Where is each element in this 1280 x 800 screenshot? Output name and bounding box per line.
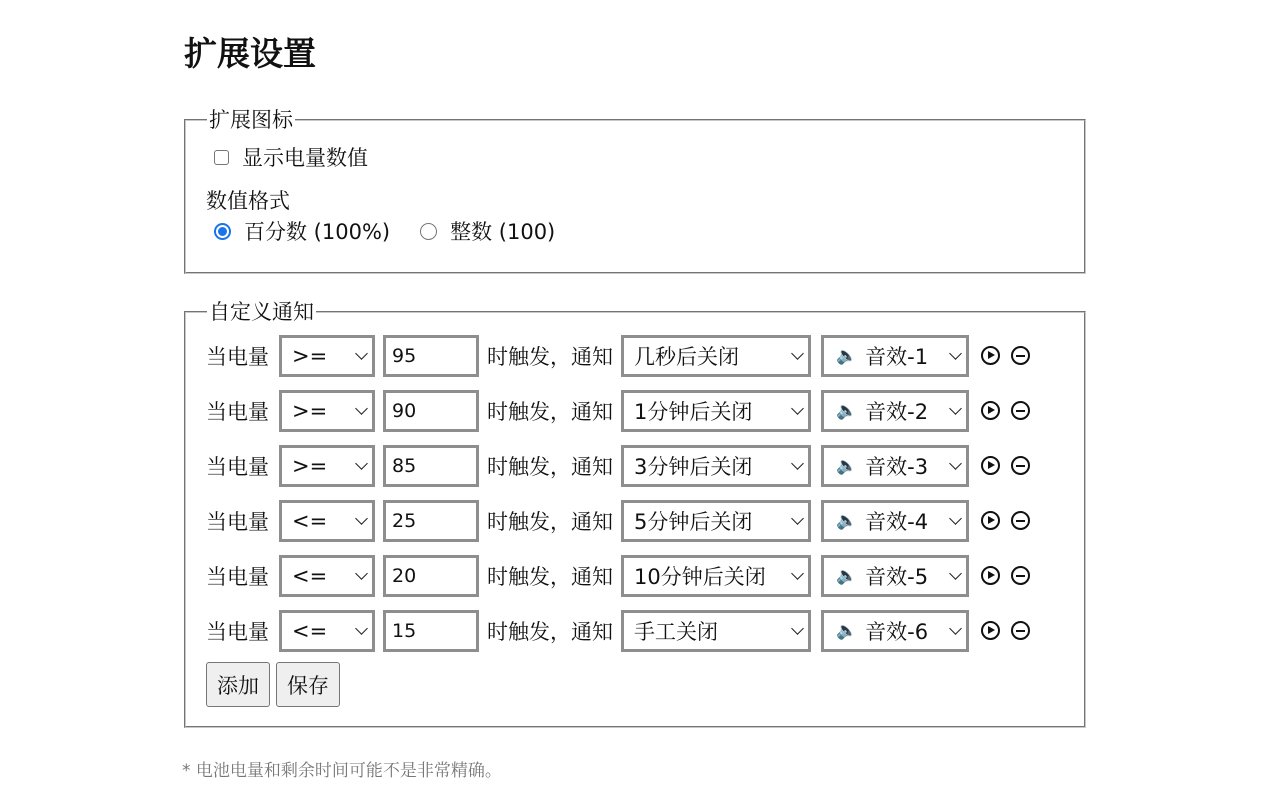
rule-prefix-label: 当电量 bbox=[206, 344, 269, 369]
notify-rule-row bbox=[206, 548, 1084, 603]
play-circle-icon[interactable] bbox=[981, 566, 1000, 585]
save-button[interactable]: 保存 bbox=[276, 662, 340, 707]
operator-value: <= bbox=[292, 508, 328, 533]
close-mode-select[interactable] bbox=[621, 500, 811, 542]
show-value-row[interactable] bbox=[206, 142, 1084, 172]
close-mode-select[interactable] bbox=[621, 390, 811, 432]
sound-select[interactable] bbox=[821, 390, 969, 432]
sound-select[interactable] bbox=[821, 445, 969, 487]
chevron-down-icon bbox=[949, 457, 962, 470]
format-integer-radio[interactable] bbox=[420, 223, 437, 240]
operator-select[interactable] bbox=[279, 555, 375, 597]
sound-select[interactable] bbox=[821, 555, 969, 597]
chevron-down-icon bbox=[791, 347, 804, 360]
custom-notify-section bbox=[184, 300, 1086, 728]
chevron-down-icon bbox=[355, 622, 368, 635]
play-circle-icon[interactable] bbox=[981, 621, 1000, 640]
custom-notify-legend: 自定义通知 bbox=[209, 300, 314, 324]
rule-mid-label: 时触发，通知 bbox=[487, 564, 613, 589]
rule-mid-label: 时触发，通知 bbox=[487, 344, 613, 369]
sound-select[interactable] bbox=[821, 335, 969, 377]
sound-select[interactable] bbox=[821, 500, 969, 542]
operator-select[interactable] bbox=[279, 390, 375, 432]
rule-mid-label: 时触发，通知 bbox=[487, 509, 613, 534]
operator-select[interactable] bbox=[279, 500, 375, 542]
notify-rule-row bbox=[206, 493, 1084, 548]
rule-prefix-label: 当电量 bbox=[206, 454, 269, 479]
rule-prefix-label: 当电量 bbox=[206, 509, 269, 534]
chevron-down-icon bbox=[355, 402, 368, 415]
chevron-down-icon bbox=[949, 622, 962, 635]
chevron-down-icon bbox=[791, 512, 804, 525]
chevron-down-icon bbox=[791, 457, 804, 470]
operator-value: <= bbox=[292, 563, 328, 588]
speaker-icon: 🔈 bbox=[836, 455, 858, 476]
chevron-down-icon bbox=[355, 567, 368, 580]
speaker-icon: 🔈 bbox=[836, 400, 858, 421]
chevron-down-icon bbox=[355, 457, 368, 470]
chevron-down-icon bbox=[949, 347, 962, 360]
threshold-input[interactable] bbox=[383, 390, 479, 432]
play-circle-icon[interactable] bbox=[981, 346, 1000, 365]
threshold-input[interactable] bbox=[383, 555, 479, 597]
chevron-down-icon bbox=[791, 622, 804, 635]
rule-mid-label: 时触发，通知 bbox=[487, 619, 613, 644]
minus-circle-icon[interactable] bbox=[1011, 401, 1030, 420]
operator-select[interactable] bbox=[279, 335, 375, 377]
minus-circle-icon[interactable] bbox=[1011, 346, 1030, 365]
threshold-input[interactable] bbox=[383, 445, 479, 487]
sound-select[interactable] bbox=[821, 610, 969, 652]
operator-value: >= bbox=[292, 398, 328, 423]
operator-select[interactable] bbox=[279, 445, 375, 487]
action-buttons bbox=[206, 662, 1084, 707]
close-mode-value: 3分钟后关闭 bbox=[634, 454, 753, 479]
chevron-down-icon bbox=[949, 512, 962, 525]
close-mode-select[interactable] bbox=[621, 610, 811, 652]
operator-select[interactable] bbox=[279, 610, 375, 652]
rule-list bbox=[206, 328, 1084, 658]
show-value-checkbox[interactable] bbox=[214, 150, 229, 165]
minus-circle-icon[interactable] bbox=[1011, 456, 1030, 475]
sound-value: 音效-4 bbox=[865, 509, 929, 534]
format-percent-radio[interactable] bbox=[214, 223, 231, 240]
play-circle-icon[interactable] bbox=[981, 456, 1000, 475]
play-circle-icon[interactable] bbox=[981, 401, 1000, 420]
chevron-down-icon bbox=[355, 512, 368, 525]
close-mode-select[interactable] bbox=[621, 555, 811, 597]
format-percent-label[interactable]: 百分数 (100%) bbox=[244, 220, 391, 244]
sound-value: 音效-1 bbox=[865, 344, 929, 369]
notify-rule-row bbox=[206, 438, 1084, 493]
sound-value: 音效-2 bbox=[865, 399, 929, 424]
operator-value: >= bbox=[292, 343, 328, 368]
chevron-down-icon bbox=[949, 402, 962, 415]
chevron-down-icon bbox=[949, 567, 962, 580]
threshold-input[interactable] bbox=[383, 335, 479, 377]
rule-prefix-label: 当电量 bbox=[206, 619, 269, 644]
close-mode-value: 手工关闭 bbox=[634, 619, 718, 644]
close-mode-select[interactable] bbox=[621, 335, 811, 377]
footnote: * 电池电量和剩余时间可能不是非常精确。 bbox=[182, 761, 502, 781]
extension-icon-legend: 扩展图标 bbox=[209, 108, 293, 132]
close-mode-value: 10分钟后关闭 bbox=[634, 564, 766, 589]
add-button[interactable]: 添加 bbox=[206, 662, 270, 707]
threshold-input[interactable] bbox=[383, 610, 479, 652]
play-circle-icon[interactable] bbox=[981, 511, 1000, 530]
minus-circle-icon[interactable] bbox=[1011, 566, 1030, 585]
notify-rule-row bbox=[206, 328, 1084, 383]
threshold-input[interactable] bbox=[383, 500, 479, 542]
minus-circle-icon[interactable] bbox=[1011, 511, 1030, 530]
speaker-icon: 🔈 bbox=[836, 620, 858, 641]
speaker-icon: 🔈 bbox=[836, 565, 858, 586]
close-mode-value: 1分钟后关闭 bbox=[634, 399, 753, 424]
chevron-down-icon bbox=[355, 347, 368, 360]
sound-value: 音效-3 bbox=[865, 454, 929, 479]
rule-prefix-label: 当电量 bbox=[206, 399, 269, 424]
speaker-icon: 🔈 bbox=[836, 345, 858, 366]
show-value-label[interactable]: 显示电量数值 bbox=[242, 146, 368, 170]
rule-mid-label: 时触发，通知 bbox=[487, 399, 613, 424]
notify-rule-row bbox=[206, 383, 1084, 438]
operator-value: <= bbox=[292, 618, 328, 643]
operator-value: >= bbox=[292, 453, 328, 478]
format-label: 数值格式 bbox=[206, 189, 290, 213]
extension-icon-section bbox=[184, 108, 1086, 274]
sound-value: 音效-6 bbox=[865, 619, 929, 644]
close-mode-value: 几秒后关闭 bbox=[634, 344, 739, 369]
speaker-icon: 🔈 bbox=[836, 510, 858, 531]
rule-mid-label: 时触发，通知 bbox=[487, 454, 613, 479]
notify-rule-row bbox=[206, 603, 1084, 658]
close-mode-select[interactable] bbox=[621, 445, 811, 487]
chevron-down-icon bbox=[791, 402, 804, 415]
format-options bbox=[206, 216, 1084, 246]
sound-value: 音效-5 bbox=[865, 564, 929, 589]
close-mode-value: 5分钟后关闭 bbox=[634, 509, 753, 534]
settings-page bbox=[184, 30, 1086, 781]
chevron-down-icon bbox=[791, 567, 804, 580]
rule-prefix-label: 当电量 bbox=[206, 564, 269, 589]
format-integer-label[interactable]: 整数 (100) bbox=[450, 220, 556, 244]
page-title: 扩展设置 bbox=[184, 34, 316, 73]
minus-circle-icon[interactable] bbox=[1011, 621, 1030, 640]
